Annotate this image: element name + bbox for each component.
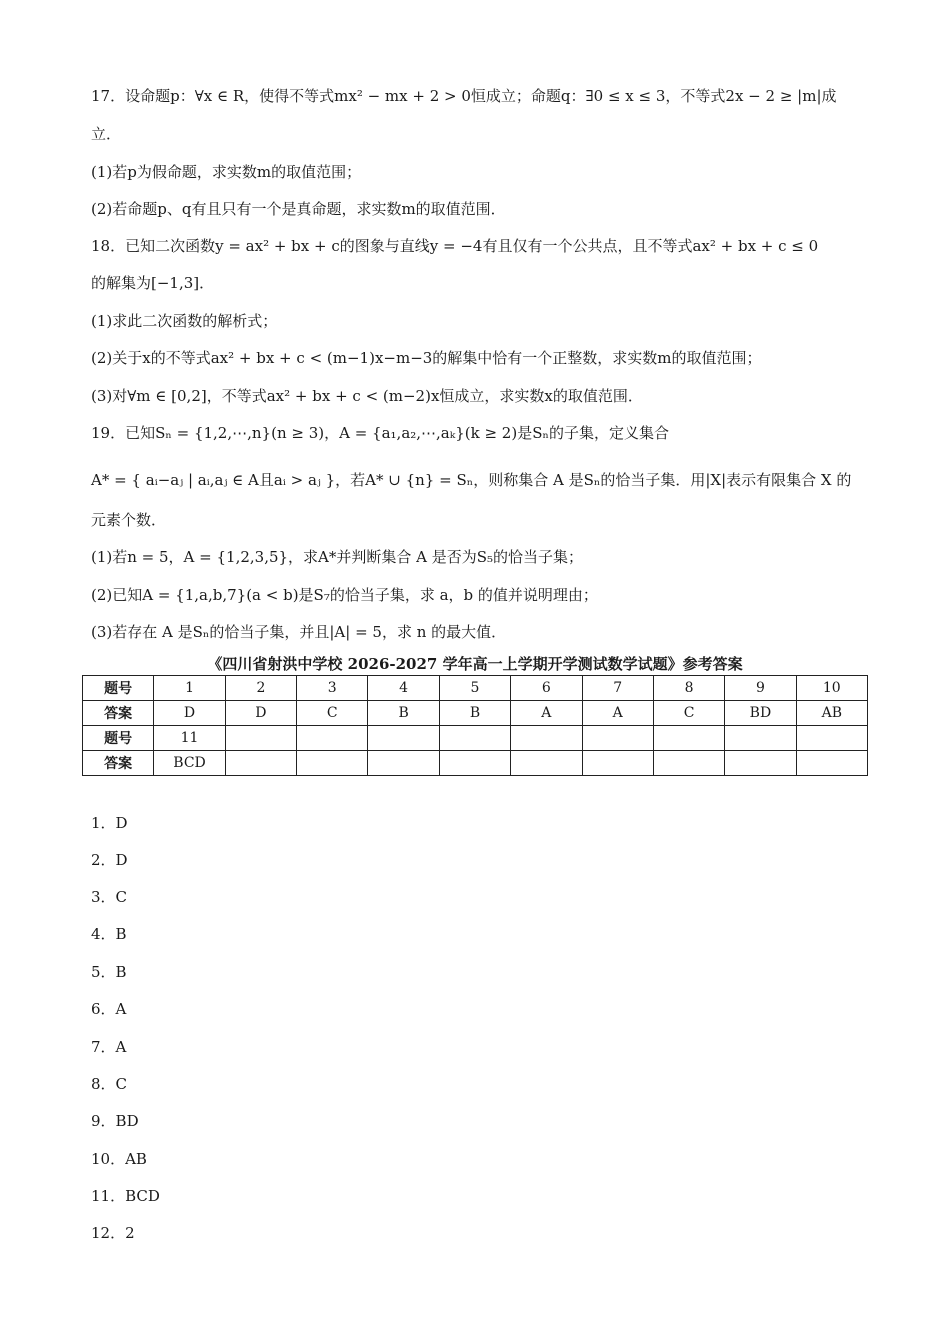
question-number-cell xyxy=(725,726,796,751)
q19-part3: (3)若存在 A 是Sₙ的恰当子集，并且|A| = 5，求 n 的最大值． xyxy=(91,623,507,641)
question-number-cell: 4 xyxy=(368,676,439,701)
question-number-cell xyxy=(653,726,724,751)
answer-cell: A xyxy=(511,701,582,726)
answer-cell: D xyxy=(154,701,225,726)
q19-part2: (2)已知A = {1,a,b,7}(a < b)是S₇的恰当子集，求 a，b 的值并说明理由； xyxy=(91,586,598,604)
question-number-cell xyxy=(297,726,368,751)
q18-stem-cont: 的解集为[−1,3]． xyxy=(91,274,215,292)
q17-stem: 17．设命题p：∀x ∈ R，使得不等式mx² − mx + 2 > 0恒成立；命题q：∃0 ≤ x ≤ 3，不等式2x − 2 ≥ |m|成 xyxy=(91,87,837,105)
answer-cell xyxy=(439,751,510,776)
q19-set-definition: A* = { aᵢ−aⱼ | aᵢ,aⱼ ∈ A且aᵢ > aⱼ }，若A* ∪ {n} = Sₙ，则称集合 A 是Sₙ的恰当子集．用|X|表示有限集合 X 的 xyxy=(91,471,852,489)
question-number-cell xyxy=(439,726,510,751)
question-number-cell xyxy=(225,726,296,751)
answer-item: 11．BCD xyxy=(91,1187,160,1205)
q19-part1: (1)若n = 5，A = {1,2,3,5}，求A*并判断集合 A 是否为S₅的恰当子集； xyxy=(91,548,584,566)
answer-cell: C xyxy=(297,701,368,726)
question-number-cell: 10 xyxy=(796,676,867,701)
q17-part1: (1)若p为假命题，求实数m的取值范围； xyxy=(91,163,362,181)
table-row xyxy=(83,676,868,701)
question-number-cell: 2 xyxy=(225,676,296,701)
answer-item: 4．B xyxy=(91,925,127,943)
row-label: 题号 xyxy=(83,726,154,751)
question-number-cell: 7 xyxy=(582,676,653,701)
answer-cell: B xyxy=(439,701,510,726)
answer-cell xyxy=(297,751,368,776)
question-number-cell xyxy=(511,726,582,751)
answer-cell xyxy=(725,751,796,776)
question-number-cell xyxy=(582,726,653,751)
table-row xyxy=(83,751,868,776)
question-number-cell xyxy=(796,726,867,751)
answer-cell: B xyxy=(368,701,439,726)
question-number-cell: 3 xyxy=(297,676,368,701)
answer-item: 5．B xyxy=(91,963,127,981)
answer-cell: BCD xyxy=(154,751,225,776)
table-row xyxy=(83,726,868,751)
question-number-cell xyxy=(368,726,439,751)
q19-stem: 19．已知Sₙ = {1,2,⋯,n}(n ≥ 3)，A = {a₁,a₂,⋯,aₖ}(k ≥ 2)是Sₙ的子集，定义集合 xyxy=(91,424,669,442)
answer-cell: A xyxy=(582,701,653,726)
table-row xyxy=(83,701,868,726)
question-number-cell: 5 xyxy=(439,676,510,701)
row-label: 答案 xyxy=(83,701,154,726)
answer-item: 8．C xyxy=(91,1075,128,1093)
answer-item: 1．D xyxy=(91,814,128,832)
answer-item: 2．D xyxy=(91,851,128,869)
q17-stem-cont: 立． xyxy=(91,125,122,143)
answer-item: 10．AB xyxy=(91,1150,147,1168)
question-number-cell: 9 xyxy=(725,676,796,701)
answer-cell xyxy=(225,751,296,776)
answer-heading: 《四川省射洪中学校 2026-2027 学年高一上学期开学测试数学试题》参考答案 xyxy=(207,655,743,673)
answer-cell: BD xyxy=(725,701,796,726)
question-number-cell: 11 xyxy=(154,726,225,751)
q18-part1: (1)求此二次函数的解析式； xyxy=(91,312,278,330)
answer-table xyxy=(82,675,868,776)
row-label: 题号 xyxy=(83,676,154,701)
answer-item: 12．2 xyxy=(91,1224,135,1242)
q18-stem: 18．已知二次函数y = ax² + bx + c的图象与直线y = −4有且仅有一个公共点，且不等式ax² + bx + c ≤ 0 xyxy=(91,237,819,255)
answer-item: 9．BD xyxy=(91,1112,139,1130)
answer-cell: AB xyxy=(796,701,867,726)
q19-stem-cont: 元素个数． xyxy=(91,511,167,529)
q18-part3: (3)对∀m ∈ [0,2]，不等式ax² + bx + c < (m−2)x恒成立，求实数x的取值范围． xyxy=(91,387,643,405)
answer-cell xyxy=(511,751,582,776)
answer-item: 3．C xyxy=(91,888,128,906)
q17-part2: (2)若命题p、q有且只有一个是真命题，求实数m的取值范围． xyxy=(91,200,506,218)
answer-cell xyxy=(368,751,439,776)
question-number-cell: 1 xyxy=(154,676,225,701)
q18-part2: (2)关于x的不等式ax² + bx + c < (m−1)x−m−3的解集中恰有一个正整数，求实数m的取值范围； xyxy=(91,349,762,367)
answer-item: 6．A xyxy=(91,1000,127,1018)
answer-cell xyxy=(796,751,867,776)
row-label: 答案 xyxy=(83,751,154,776)
answer-item: 7．A xyxy=(91,1038,127,1056)
question-number-cell: 8 xyxy=(653,676,724,701)
answer-cell: D xyxy=(225,701,296,726)
answer-cell xyxy=(653,751,724,776)
answer-cell: C xyxy=(653,701,724,726)
answer-cell xyxy=(582,751,653,776)
question-number-cell: 6 xyxy=(511,676,582,701)
